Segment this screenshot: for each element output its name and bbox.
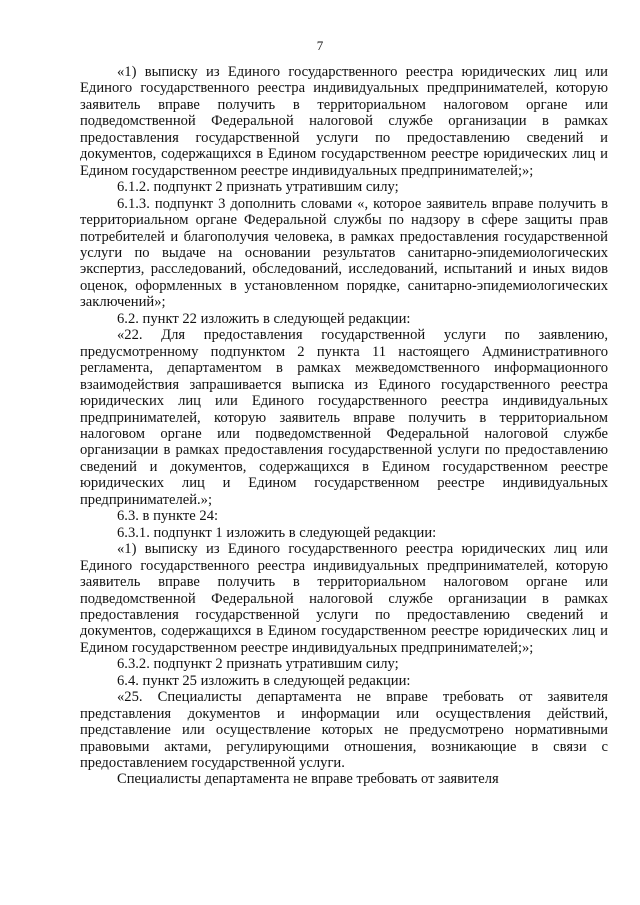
paragraph-6: 6.3. в пункте 24: (117, 508, 219, 525)
paragraph-7: 6.3.1. подпункт 1 изложить в следующей редакции: (117, 524, 437, 541)
paragraph-11: «25. Специалисты департамента не вправе требовать от заявителя представления документов и информации или осуществления действий, представление или осуществление которых не предусмотрено нормативными правовыми актами, регулирующими отношения, возникающие в связи с предоставлением государственной услуги. (80, 689, 608, 772)
paragraph-8: «1) выписку из Единого государственного реестра юридических лиц или Единого государственного реестра индивидуальных предпринимателей, которую заявитель вправе получить в территориальном налоговом органе или подведомственной Федеральной налоговой службе организации в рамках предоставления государственной услуги по предоставлению сведений и документов, содержащихся в Едином государственном реестре юридических лиц и Едином государственном реестре индивидуальных предпринимателей;»; (80, 541, 608, 656)
paragraph-4: 6.2. пункт 22 изложить в следующей редакции: (117, 310, 411, 327)
paragraph-10: 6.4. пункт 25 изложить в следующей редакции: (117, 672, 411, 689)
page-number: 7 (316, 38, 324, 53)
document-body (80, 64, 608, 788)
paragraph-5: «22. Для предоставления государственной услуги по заявлению, предусмотренному подпунктом 2 пункта 11 настоящего Административного регламента, департаментом в рамках межведомственного информационного взаимодействия запрашивается выписка из Единого государственного реестра юридических лиц или Единого государственного реестра индивидуальных предпринимателей, которую заявитель вправе получить в территориальном налоговом органе или подведомственной Федеральной налоговой службе организации в рамках предоставления государственной услуги по предоставлению сведений и документов, содержащихся в Едином государственном реестре юридических лиц и Едином государственном реестре индивидуальных предпринимателей.»; (80, 327, 608, 508)
paragraph-9: 6.3.2. подпункт 2 признать утратившим силу; (117, 656, 399, 673)
paragraph-1: «1) выписку из Единого государственного реестра юридических лиц или Единого государственного реестра индивидуальных предпринимателей, которую заявитель вправе получить в территориальном налоговом органе или подведомственной Федеральной налоговой службе организации в рамках предоставления государственной услуги по предоставлению сведений и документов, содержащихся в Едином государственном реестре юридических лиц и Едином государственном реестре индивидуальных предпринимателей;»; (80, 64, 608, 179)
paragraph-2: 6.1.2. подпункт 2 признать утратившим силу; (117, 179, 399, 196)
paragraph-12: Специалисты департамента не вправе требовать от заявителя (117, 771, 499, 788)
paragraph-3: 6.1.3. подпункт 3 дополнить словами «, которое заявитель вправе получить в территориальном органе Федеральной службы по надзору в сфере защиты прав потребителей и благополучия человека, в рамках предоставления государственной услуги по выдаче на основании результатов санитарно-эпидемиологических экспертиз, расследований, обследований, исследований, испытаний и иных видов оценок, оформленных в установленном порядке, санитарно-эпидемиологических заключений»; (80, 195, 608, 311)
